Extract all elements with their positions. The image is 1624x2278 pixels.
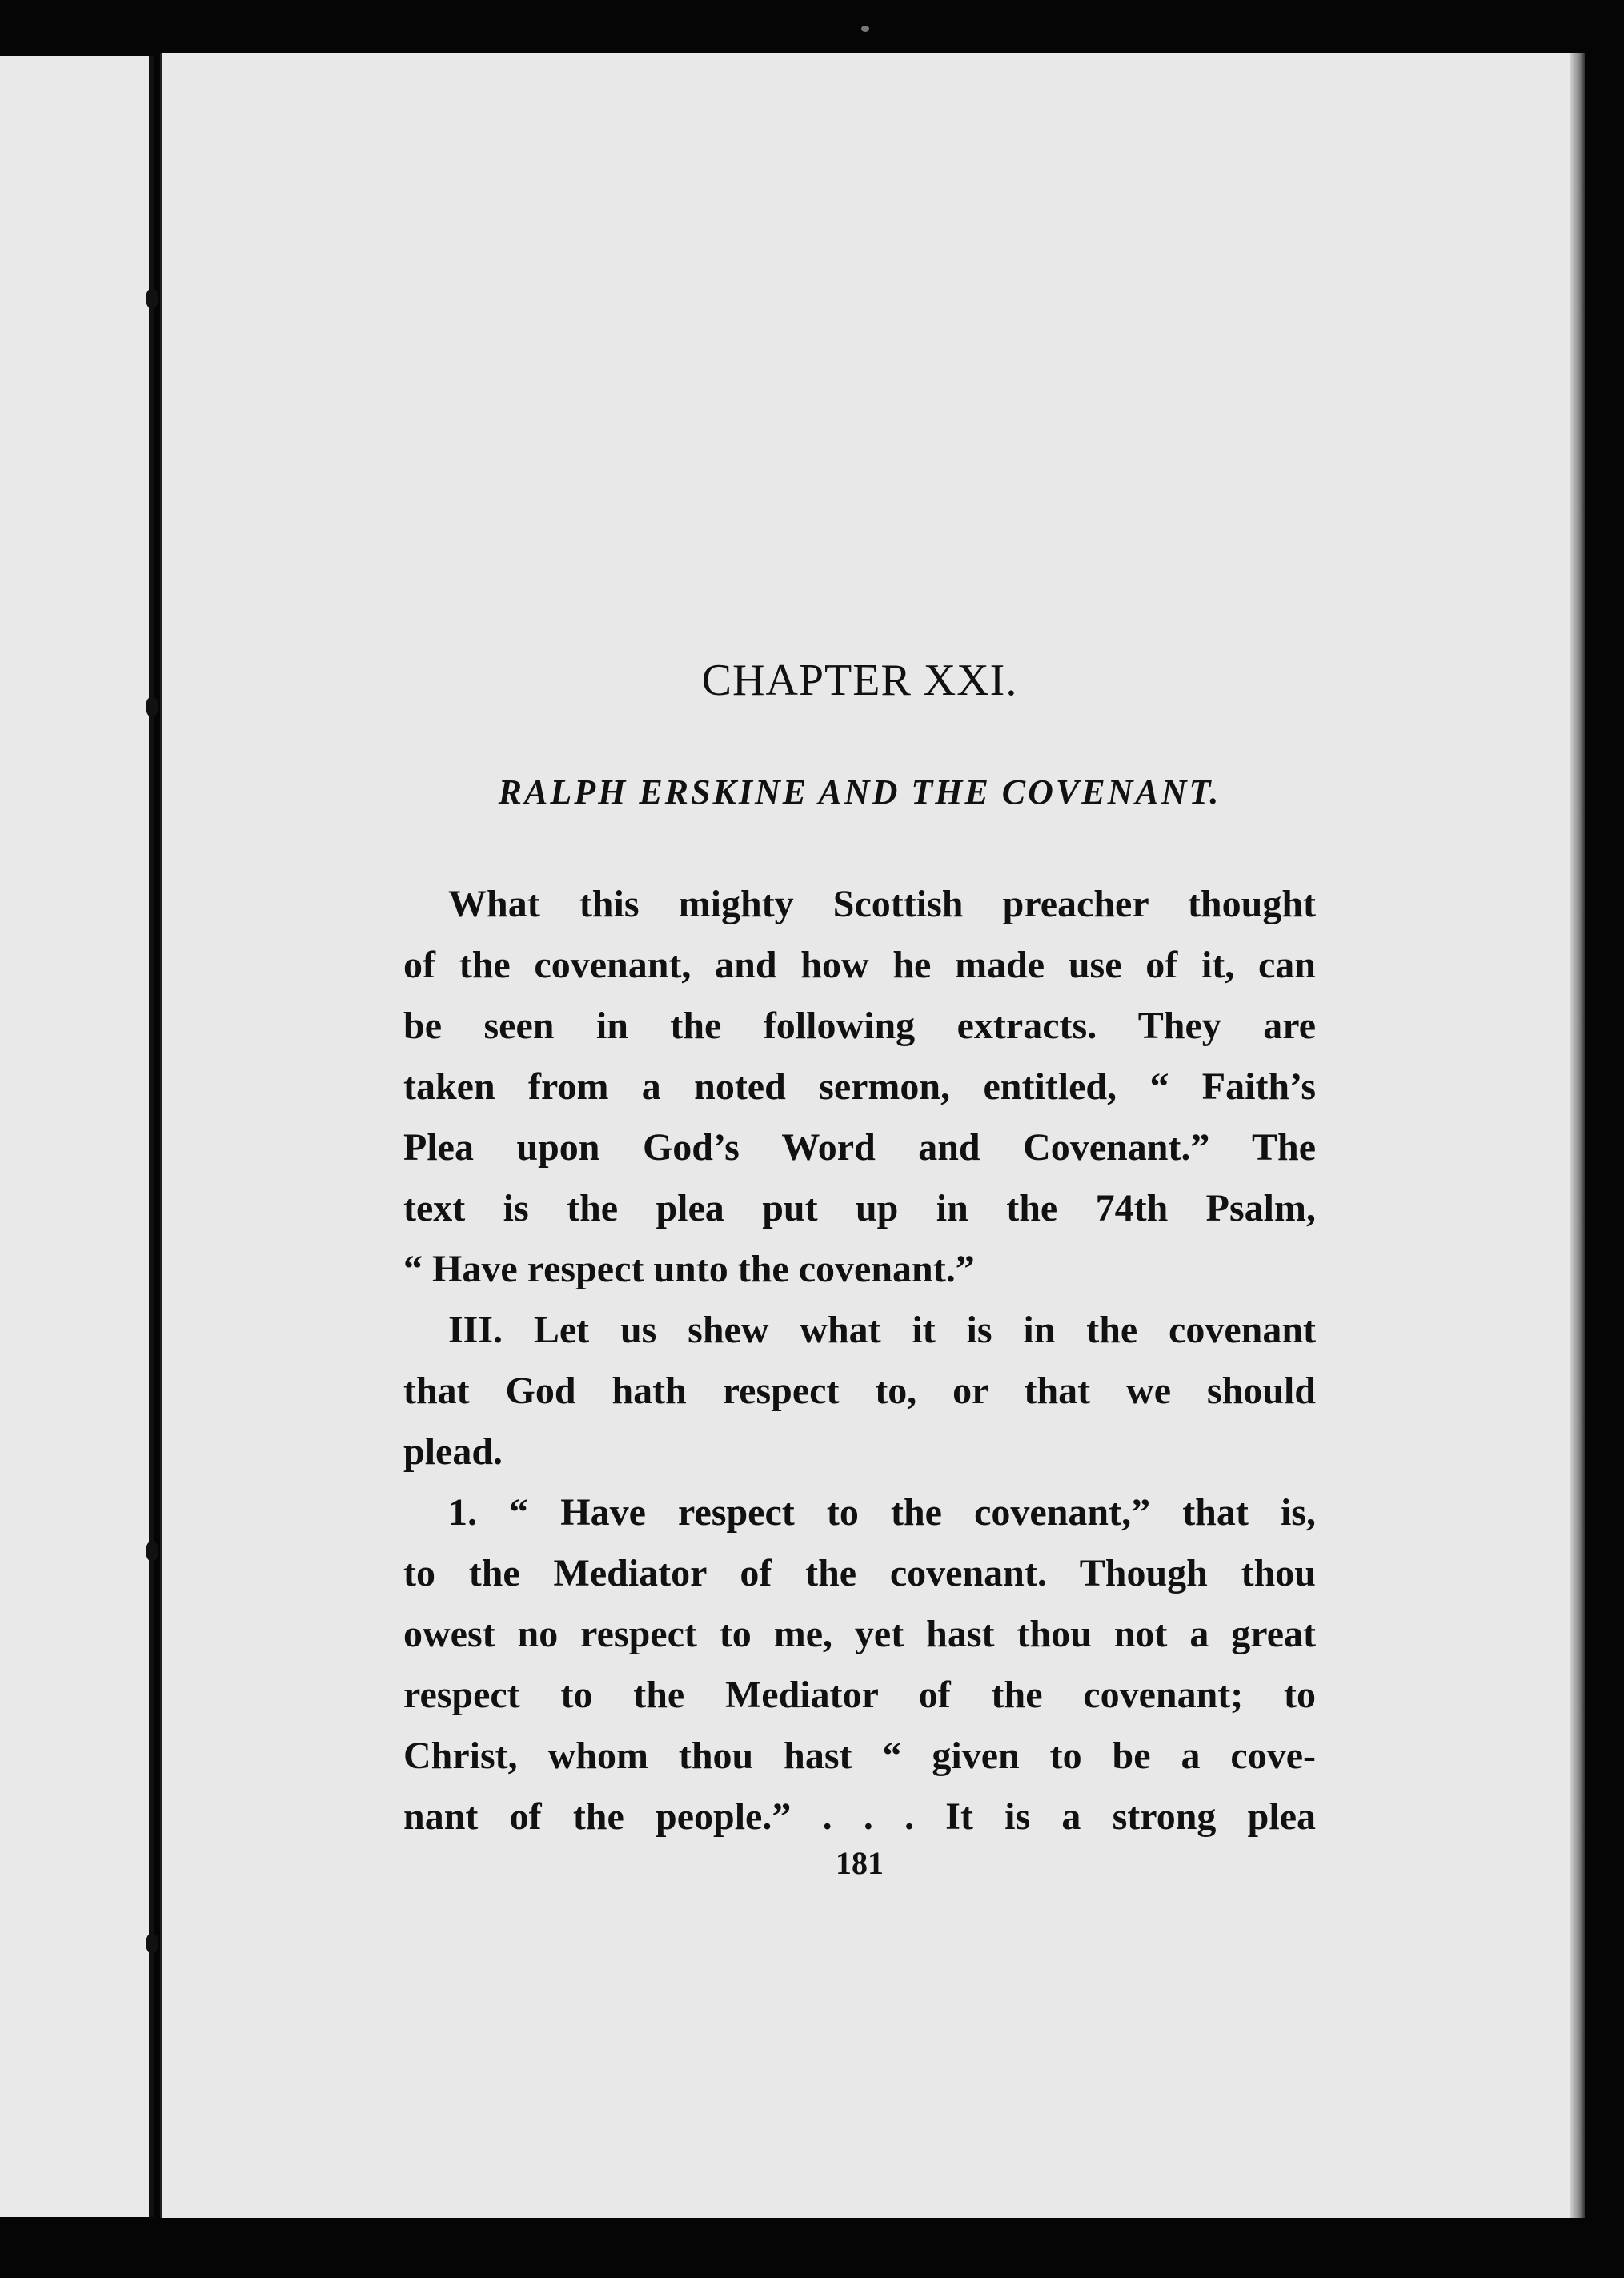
page-number: 181 bbox=[836, 1845, 884, 1881]
facing-page-edge bbox=[0, 56, 154, 2217]
chapter-title: CHAPTER XXI. bbox=[701, 656, 1018, 705]
text-line: respect to the Mediator of the covenant; to bbox=[403, 1674, 1316, 1716]
page-edge-shadow bbox=[1570, 53, 1585, 2218]
text-line: of the covenant, and how he made use of it, can bbox=[403, 944, 1316, 986]
text-line: be seen in the following extracts. They are bbox=[403, 1005, 1316, 1047]
text-line: text is the plea put up in the 74th Psalm, bbox=[403, 1187, 1316, 1229]
text-line: “ Have respect unto the covenant.” bbox=[403, 1248, 975, 1290]
text-line: Plea upon God’s Word and Covenant.” The bbox=[403, 1126, 1316, 1169]
text-line: 1. “ Have respect to the covenant,” that is, bbox=[448, 1491, 1316, 1534]
text-line: taken from a noted sermon, entitled, “ Faith’s bbox=[403, 1065, 1316, 1108]
scan-speck bbox=[861, 26, 869, 32]
book-spine bbox=[149, 56, 154, 2217]
body-text bbox=[403, 874, 1316, 1847]
text-line: III. Let us shew what it is in the covenant bbox=[448, 1309, 1316, 1351]
spine-mark bbox=[146, 1541, 158, 1562]
text-line: that God hath respect to, or that we should bbox=[403, 1370, 1316, 1412]
spine-mark bbox=[146, 1933, 158, 1954]
text-line: What this mighty Scottish preacher thought bbox=[448, 883, 1316, 925]
text-line: plead. bbox=[403, 1430, 503, 1473]
text-line: to the Mediator of the covenant. Though thou bbox=[403, 1552, 1316, 1594]
spine-mark bbox=[146, 696, 158, 717]
text-line: nant of the people.” . . . It is a strong plea bbox=[403, 1795, 1316, 1838]
text-line: Christ, whom thou hast “ given to be a cove- bbox=[403, 1735, 1316, 1777]
text-line: owest no respect to me, yet hast thou not a great bbox=[403, 1613, 1316, 1655]
chapter-subtitle: RALPH ERSKINE AND THE COVENANT. bbox=[498, 772, 1221, 812]
spine-mark bbox=[146, 288, 158, 309]
